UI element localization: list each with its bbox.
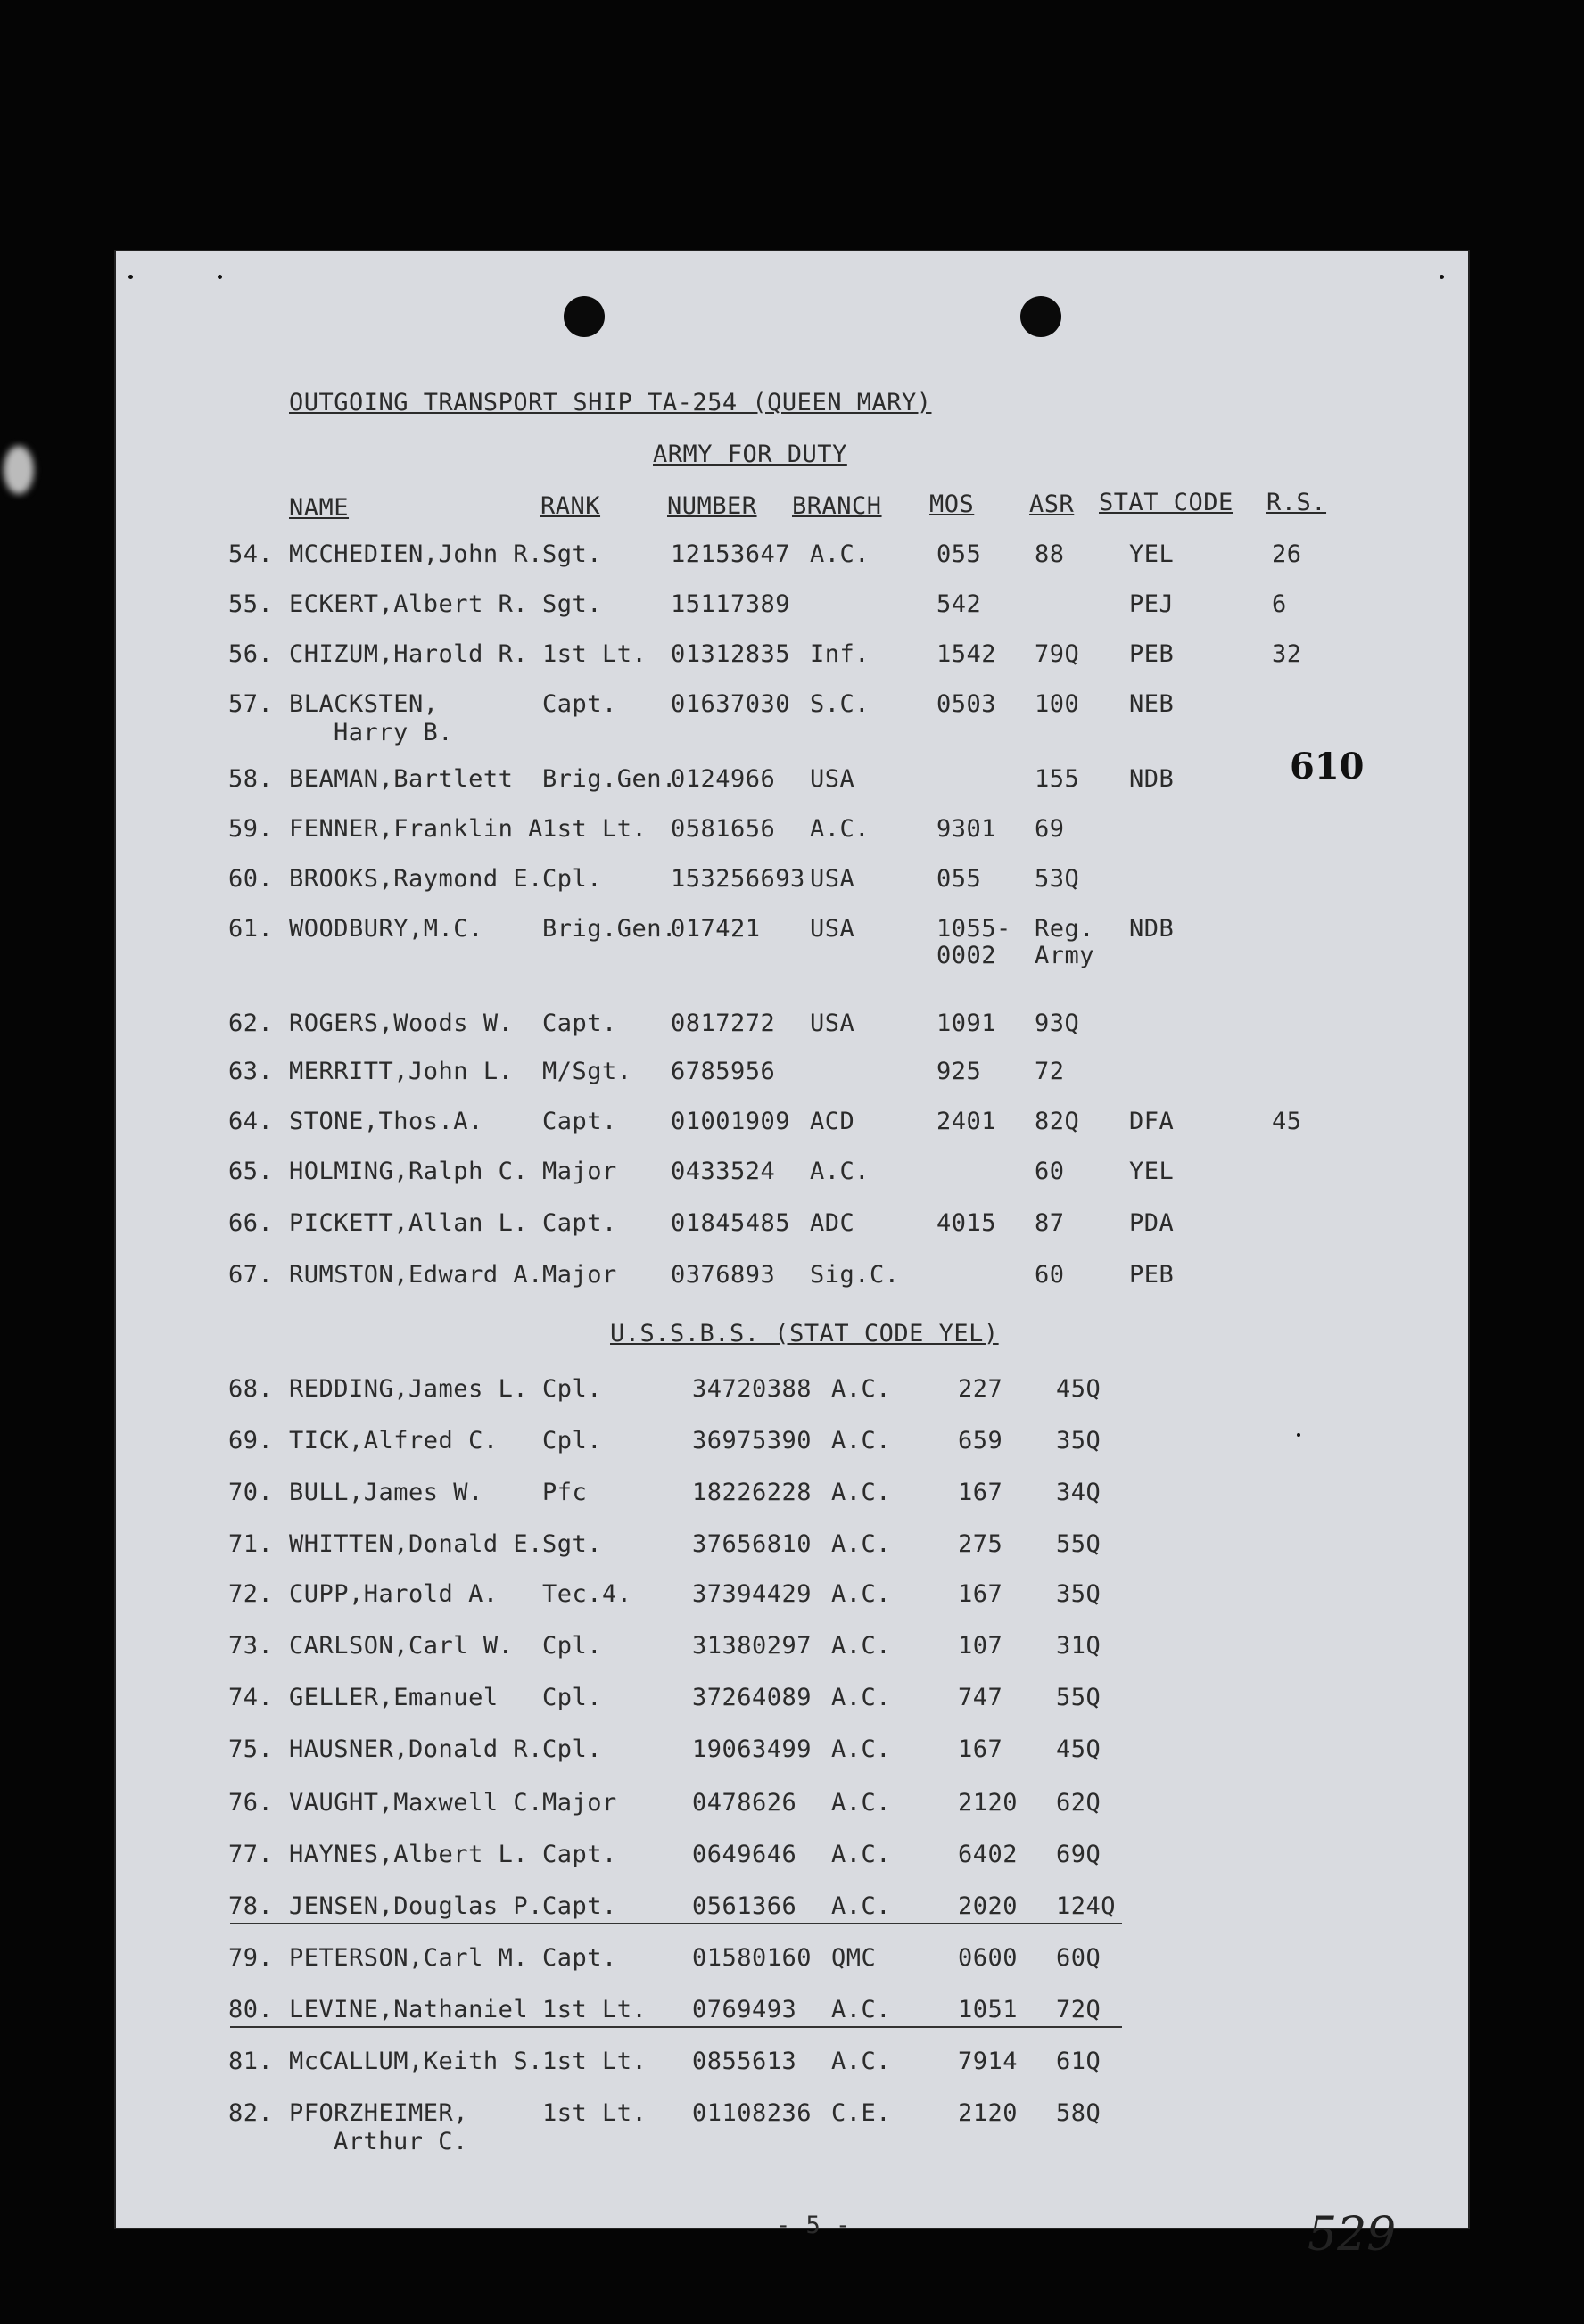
rank-cell: M/Sgt. [542, 1058, 632, 1085]
rank-cell: Major [542, 1261, 617, 1289]
name-cell: LEVINE,Nathaniel [289, 1996, 529, 2023]
service-number-cell: 0855613 [692, 2048, 797, 2075]
asr-cell: 62Q [1056, 1789, 1101, 1817]
rank-cell: Cpl. [542, 1427, 603, 1455]
branch-cell: A.C. [831, 1996, 892, 2023]
row-number: 57. [228, 690, 274, 718]
mos-cell: 0600 [958, 1944, 1019, 1972]
service-number-cell: 0561366 [692, 1892, 797, 1920]
service-number-cell: 37264089 [692, 1684, 813, 1711]
name-cell: FENNER,Franklin A. [289, 815, 558, 843]
row-number: 68. [228, 1375, 274, 1403]
asr-cell: 45Q [1056, 1375, 1101, 1403]
name-cell: CUPP,Harold A. [289, 1580, 499, 1608]
asr-cell: 82Q [1035, 1108, 1080, 1135]
branch-cell: A.C. [831, 1580, 892, 1608]
asr-cell: 72 [1035, 1058, 1065, 1085]
mos-cell: 167 [958, 1580, 1003, 1608]
strikethrough-line [230, 1923, 1122, 1924]
rank-cell: Capt. [542, 1841, 617, 1868]
rank-cell: Capt. [542, 1209, 617, 1237]
asr-cell: 100 [1035, 690, 1080, 718]
name-cell: JENSEN,Douglas P. [289, 1892, 543, 1920]
asr-cell: 69 [1035, 815, 1065, 843]
name-continuation: Harry B. [334, 719, 454, 746]
branch-cell: ACD [810, 1108, 855, 1135]
rank-cell: 1st Lt. [542, 2099, 648, 2127]
service-number-cell: 0581656 [671, 815, 776, 843]
page-number: - 5 - [776, 2212, 851, 2239]
mos-cell: 167 [958, 1479, 1003, 1506]
punch-hole-left [564, 296, 605, 337]
asr-cell: 60 [1035, 1261, 1065, 1289]
mos-cell: 1091 [936, 1010, 997, 1037]
name-cell: HOLMING,Ralph C. [289, 1158, 529, 1185]
name-cell: TICK,Alfred C. [289, 1427, 499, 1455]
row-number: 66. [228, 1209, 274, 1237]
name-cell: ROGERS,Woods W. [289, 1010, 514, 1037]
service-number-cell: 19063499 [692, 1735, 813, 1763]
branch-cell: A.C. [831, 1892, 892, 1920]
name-cell: PICKETT,Allan L. [289, 1209, 529, 1237]
service-number-cell: 153256693 [671, 865, 805, 893]
rank-cell: Cpl. [542, 865, 603, 893]
row-number: 55. [228, 590, 274, 618]
rank-cell: 1st Lt. [542, 1996, 648, 2023]
rs-cell: 45 [1272, 1108, 1302, 1135]
row-number: 70. [228, 1479, 274, 1506]
row-number: 79. [228, 1944, 274, 1972]
asr-cell: 124Q [1056, 1892, 1117, 1920]
service-number-cell: 0649646 [692, 1841, 797, 1868]
row-number: 78. [228, 1892, 274, 1920]
rs-cell: 6 [1272, 590, 1287, 618]
mos-cell: 9301 [936, 815, 997, 843]
name-cell: HAUSNER,Donald R. [289, 1735, 543, 1763]
stat-code-cell: DFA [1129, 1108, 1175, 1135]
stat-code-cell: PDA [1129, 1209, 1175, 1237]
branch-cell: C.E. [831, 2099, 892, 2127]
rank-cell: Capt. [542, 690, 617, 718]
service-number-cell: 31380297 [692, 1632, 813, 1660]
row-number: 81. [228, 2048, 274, 2075]
mos-cell: 2120 [958, 2099, 1019, 2127]
speck [218, 275, 222, 279]
header-stat-code: STAT CODE [1099, 489, 1233, 516]
mos-cell: 107 [958, 1632, 1003, 1660]
asr-cell: 34Q [1056, 1479, 1101, 1506]
service-number-cell: 01637030 [671, 690, 791, 718]
asr-continuation: Army [1035, 942, 1095, 969]
stat-code-cell: YEL [1129, 1158, 1175, 1185]
header-branch: BRANCH [792, 492, 882, 520]
stat-code-cell: PEB [1129, 640, 1175, 668]
rank-cell: 1st Lt. [542, 2048, 648, 2075]
branch-cell: USA [810, 765, 855, 793]
name-continuation: Arthur C. [334, 2128, 468, 2155]
section-heading-ussbs: U.S.S.B.S. (STAT CODE YEL) [610, 1320, 999, 1347]
document-title: OUTGOING TRANSPORT SHIP TA-254 (QUEEN MARY) [289, 389, 932, 416]
row-number: 71. [228, 1530, 274, 1558]
edge-mark [4, 446, 34, 494]
speck [1440, 275, 1444, 279]
asr-cell: 93Q [1035, 1010, 1080, 1037]
rank-cell: Cpl. [542, 1684, 603, 1711]
asr-cell: 31Q [1056, 1632, 1101, 1660]
service-number-cell: 0769493 [692, 1996, 797, 2023]
service-number-cell: 01845485 [671, 1209, 791, 1237]
row-number: 56. [228, 640, 274, 668]
branch-cell: QMC [831, 1944, 877, 1972]
speck [128, 275, 133, 279]
service-number-cell: 01108236 [692, 2099, 813, 2127]
section-heading-army: ARMY FOR DUTY [653, 441, 847, 468]
rank-cell: Capt. [542, 1108, 617, 1135]
row-number: 62. [228, 1010, 274, 1037]
mos-cell: 2020 [958, 1892, 1019, 1920]
mos-cell: 275 [958, 1530, 1003, 1558]
rs-cell: 32 [1272, 640, 1302, 668]
row-number: 82. [228, 2099, 274, 2127]
row-number: 80. [228, 1996, 274, 2023]
mos-cell: 227 [958, 1375, 1003, 1403]
rank-cell: Sgt. [542, 540, 603, 568]
service-number-cell: 18226228 [692, 1479, 813, 1506]
name-cell: BEAMAN,Bartlett [289, 765, 514, 793]
row-number: 75. [228, 1735, 274, 1763]
service-number-cell: 0478626 [692, 1789, 797, 1817]
branch-cell: USA [810, 915, 855, 943]
service-number-cell: 15117389 [671, 590, 791, 618]
mos-cell: 542 [936, 590, 982, 618]
branch-cell: A.C. [831, 1735, 892, 1763]
service-number-cell: 6785956 [671, 1058, 776, 1085]
service-number-cell: 34720388 [692, 1375, 813, 1403]
service-number-cell: 0124966 [671, 765, 776, 793]
rank-cell: Cpl. [542, 1375, 603, 1403]
asr-cell: 45Q [1056, 1735, 1101, 1763]
asr-cell: 60Q [1056, 1944, 1101, 1972]
service-number-cell: 0376893 [671, 1261, 776, 1289]
rank-cell: Tec.4. [542, 1580, 632, 1608]
name-cell: BLACKSTEN, [289, 690, 439, 718]
stat-code-cell: PEJ [1129, 590, 1175, 618]
branch-cell: Sig.C. [810, 1261, 900, 1289]
name-cell: ECKERT,Albert R. [289, 590, 529, 618]
rs-cell: 26 [1272, 540, 1302, 568]
row-number: 59. [228, 815, 274, 843]
name-cell: CHIZUM,Harold R. [289, 640, 529, 668]
rank-cell: 1st Lt. [542, 640, 648, 668]
mos-cell: 2120 [958, 1789, 1019, 1817]
header-number: NUMBER [667, 492, 757, 520]
rank-cell: Capt. [542, 1010, 617, 1037]
row-number: 58. [228, 765, 274, 793]
name-cell: MERRITT,John L. [289, 1058, 514, 1085]
name-cell: McCALLUM,Keith S. [289, 2048, 543, 2075]
asr-cell: 72Q [1056, 1996, 1101, 2023]
punch-hole-right [1020, 296, 1061, 337]
branch-cell: A.C. [831, 1375, 892, 1403]
mos-cell: 4015 [936, 1209, 997, 1237]
header-asr: ASR [1029, 490, 1075, 518]
name-cell: REDDING,James L. [289, 1375, 529, 1403]
row-number: 67. [228, 1261, 274, 1289]
service-number-cell: 017421 [671, 915, 761, 943]
branch-cell: A.C. [831, 1530, 892, 1558]
name-cell: WOODBURY,M.C. [289, 915, 483, 943]
row-number: 76. [228, 1789, 274, 1817]
name-cell: STONE,Thos.A. [289, 1108, 483, 1135]
name-cell: MCCHEDIEN,John R. [289, 540, 543, 568]
rank-cell: Brig.Gen. [542, 765, 677, 793]
name-cell: WHITTEN,Donald E. [289, 1530, 543, 1558]
name-cell: HAYNES,Albert L. [289, 1841, 529, 1868]
stat-code-cell: YEL [1129, 540, 1175, 568]
branch-cell: A.C. [810, 540, 870, 568]
asr-cell: 55Q [1056, 1530, 1101, 1558]
mos-cell: 0503 [936, 690, 997, 718]
row-number: 61. [228, 915, 274, 943]
mos-cell: 659 [958, 1427, 1003, 1455]
branch-cell: USA [810, 1010, 855, 1037]
name-cell: CARLSON,Carl W. [289, 1632, 514, 1660]
branch-cell: A.C. [831, 1632, 892, 1660]
row-number: 73. [228, 1632, 274, 1660]
row-number: 63. [228, 1058, 274, 1085]
branch-cell: A.C. [831, 2048, 892, 2075]
branch-cell: A.C. [810, 815, 870, 843]
name-cell: PFORZHEIMER, [289, 2099, 469, 2127]
asr-cell: 60 [1035, 1158, 1065, 1185]
rank-cell: Major [542, 1789, 617, 1817]
strikethrough-line [230, 2026, 1122, 2028]
rank-cell: 1st Lt. [542, 815, 648, 843]
row-number: 65. [228, 1158, 274, 1185]
branch-cell: S.C. [810, 690, 870, 718]
stat-code-cell: NDB [1129, 915, 1175, 943]
name-cell: BULL,James W. [289, 1479, 483, 1506]
asr-cell: 79Q [1035, 640, 1080, 668]
stat-code-cell: NEB [1129, 690, 1175, 718]
header-name: NAME [289, 494, 350, 522]
name-cell: PETERSON,Carl M. [289, 1944, 529, 1972]
service-number-cell: 37656810 [692, 1530, 813, 1558]
rank-cell: Capt. [542, 1892, 617, 1920]
branch-cell: A.C. [831, 1789, 892, 1817]
asr-cell: 58Q [1056, 2099, 1101, 2127]
service-number-cell: 01580160 [692, 1944, 813, 1972]
rank-cell: Pfc [542, 1479, 588, 1506]
service-number-cell: 37394429 [692, 1580, 813, 1608]
name-cell: GELLER,Emanuel [289, 1684, 499, 1711]
asr-cell: 35Q [1056, 1580, 1101, 1608]
asr-cell: 69Q [1056, 1841, 1101, 1868]
asr-cell: Reg. [1035, 915, 1095, 943]
rank-cell: Cpl. [542, 1735, 603, 1763]
header-rs: R.S. [1266, 489, 1327, 516]
service-number-cell: 01001909 [671, 1108, 791, 1135]
service-number-cell: 12153647 [671, 540, 791, 568]
mos-continuation: 0002 [936, 942, 997, 969]
row-number: 72. [228, 1580, 274, 1608]
asr-cell: 87 [1035, 1209, 1065, 1237]
mos-cell: 1055- [936, 915, 1011, 943]
header-mos: MOS [929, 490, 975, 518]
service-number-cell: 0433524 [671, 1158, 776, 1185]
asr-cell: 55Q [1056, 1684, 1101, 1711]
rank-cell: Cpl. [542, 1632, 603, 1660]
asr-cell: 88 [1035, 540, 1065, 568]
asr-cell: 61Q [1056, 2048, 1101, 2075]
stat-code-cell: PEB [1129, 1261, 1175, 1289]
asr-cell: 35Q [1056, 1427, 1101, 1455]
asr-cell: 53Q [1035, 865, 1080, 893]
name-cell: VAUGHT,Maxwell C. [289, 1789, 543, 1817]
mos-cell: 167 [958, 1735, 1003, 1763]
stat-code-cell: NDB [1129, 765, 1175, 793]
branch-cell: Inf. [810, 640, 870, 668]
asr-cell: 155 [1035, 765, 1080, 793]
branch-cell: A.C. [831, 1684, 892, 1711]
rank-cell: Brig.Gen. [542, 915, 677, 943]
branch-cell: USA [810, 865, 855, 893]
name-cell: BROOKS,Raymond E. [289, 865, 543, 893]
row-number: 69. [228, 1427, 274, 1455]
branch-cell: A.C. [810, 1158, 870, 1185]
row-number: 77. [228, 1841, 274, 1868]
mos-cell: 747 [958, 1684, 1003, 1711]
mos-cell: 055 [936, 865, 982, 893]
header-rank: RANK [540, 492, 601, 520]
rank-cell: Capt. [542, 1944, 617, 1972]
branch-cell: A.C. [831, 1841, 892, 1868]
row-number: 54. [228, 540, 274, 568]
mos-cell: 925 [936, 1058, 982, 1085]
handwritten-page-number: 529 [1308, 2208, 1397, 2262]
mos-cell: 6402 [958, 1841, 1019, 1868]
service-number-cell: 0817272 [671, 1010, 776, 1037]
branch-cell: ADC [810, 1209, 855, 1237]
mos-cell: 2401 [936, 1108, 997, 1135]
service-number-cell: 36975390 [692, 1427, 813, 1455]
service-number-cell: 01312835 [671, 640, 791, 668]
branch-cell: A.C. [831, 1427, 892, 1455]
branch-cell: A.C. [831, 1479, 892, 1506]
speck [1297, 1433, 1300, 1437]
rank-cell: Major [542, 1158, 617, 1185]
row-number: 74. [228, 1684, 274, 1711]
mos-cell: 1542 [936, 640, 997, 668]
name-cell: RUMSTON,Edward A. [289, 1261, 543, 1289]
row-number: 60. [228, 865, 274, 893]
mos-cell: 055 [936, 540, 982, 568]
rank-cell: Sgt. [542, 590, 603, 618]
row-number: 64. [228, 1108, 274, 1135]
mos-cell: 1051 [958, 1996, 1019, 2023]
stamp-number: 610 [1290, 746, 1365, 787]
rank-cell: Sgt. [542, 1530, 603, 1558]
mos-cell: 7914 [958, 2048, 1019, 2075]
